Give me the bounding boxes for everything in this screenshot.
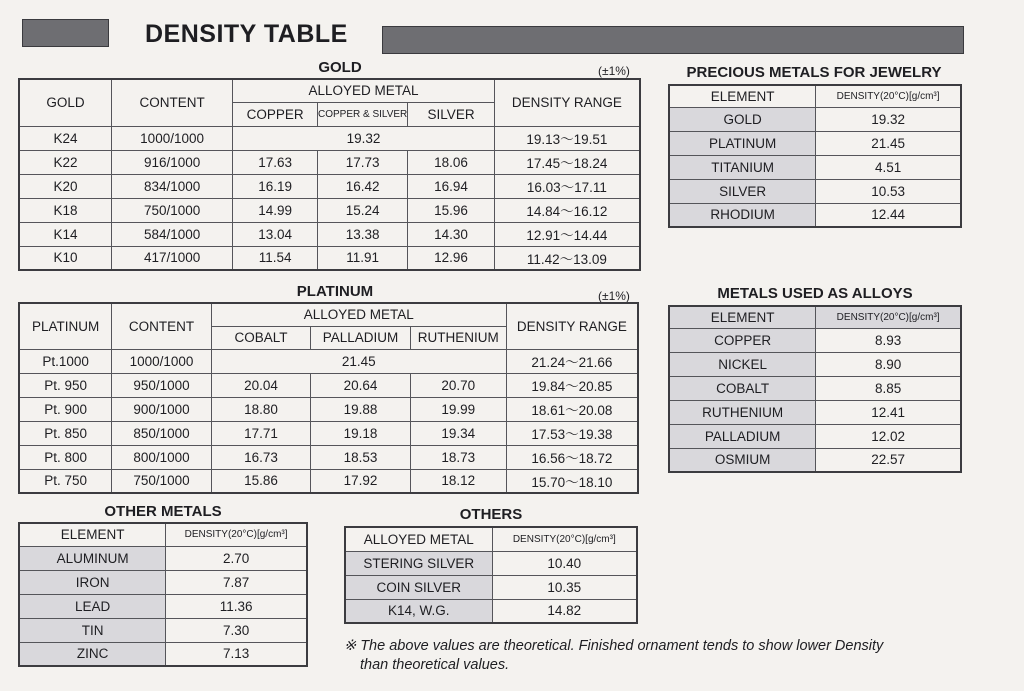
range-cell: 19.84～20.85 (506, 373, 638, 397)
silver-cell: 18.06 (408, 150, 495, 174)
table-row (669, 107, 961, 131)
element-cell: RUTHENIUM (669, 400, 816, 424)
table-row (19, 594, 307, 618)
grade-cell: K14 (19, 222, 111, 246)
precious-title: PRECIOUS METALS FOR JEWELRY (686, 64, 942, 81)
density-cell: 12.41 (816, 400, 961, 424)
element-cell: STERING SILVER (345, 551, 492, 575)
grade-cell: K22 (19, 150, 111, 174)
footnote-mark: ※ (344, 638, 357, 654)
density-cell: 7.13 (166, 642, 307, 666)
grade-cell: K20 (19, 174, 111, 198)
range-cell: 16.03～17.11 (494, 174, 640, 198)
table-row (19, 421, 638, 445)
density-cell: 21.45 (816, 131, 961, 155)
element-cell: TIN (19, 618, 166, 642)
element-cell: K14, W.G. (345, 599, 492, 623)
element-cell: GOLD (669, 107, 816, 131)
title-bar-left (22, 19, 109, 47)
element-cell: IRON (19, 570, 166, 594)
other-metals-density-header: DENSITY(20°C)[g/cm³] (166, 523, 307, 546)
content-cell: 834/1000 (111, 174, 232, 198)
element-cell: ZINC (19, 642, 166, 666)
platinum-tolerance: (±1%) (598, 289, 630, 303)
element-cell: ALUMINUM (19, 546, 166, 570)
ruthenium-cell: 20.70 (410, 373, 506, 397)
content-cell: 1000/1000 (111, 126, 232, 150)
gold-title: GOLD (318, 59, 362, 76)
silver-cell: 14.30 (408, 222, 495, 246)
grade-cell: K18 (19, 198, 111, 222)
range-cell: 15.70～18.10 (506, 469, 638, 493)
precious-table (668, 84, 962, 228)
palladium-cell: 19.18 (311, 421, 411, 445)
density-cell: 2.70 (166, 546, 307, 570)
table-row (669, 352, 961, 376)
content-cell: 750/1000 (111, 198, 232, 222)
grade-cell: K10 (19, 246, 111, 270)
title-bar-right (382, 26, 964, 54)
density-cell: 14.82 (492, 599, 637, 623)
grade-cell: Pt. 800 (19, 445, 112, 469)
range-cell: 14.84～16.12 (494, 198, 640, 222)
merged-density-cell: 21.45 (211, 349, 506, 373)
copper-silver-cell: 13.38 (317, 222, 407, 246)
table-row (669, 179, 961, 203)
gold-content-header: CONTENT (111, 79, 232, 126)
others-alloyed-header: ALLOYED METAL (345, 527, 492, 551)
element-cell: NICKEL (669, 352, 816, 376)
platinum-title: PLATINUM (296, 283, 374, 300)
copper-silver-cell: 16.42 (317, 174, 407, 198)
palladium-cell: 18.53 (311, 445, 411, 469)
table-row (19, 469, 638, 493)
density-cell: 7.30 (166, 618, 307, 642)
density-cell: 11.36 (166, 594, 307, 618)
density-cell: 22.57 (816, 448, 961, 472)
copper-cell: 11.54 (233, 246, 318, 270)
table-row (19, 126, 640, 150)
table-row (19, 642, 307, 666)
cobalt-cell: 17.71 (211, 421, 310, 445)
content-cell: 584/1000 (111, 222, 232, 246)
grade-cell: Pt. 950 (19, 373, 112, 397)
table-row (669, 424, 961, 448)
platinum-ruthenium-header: RUTHENIUM (410, 326, 506, 349)
table-row (669, 328, 961, 352)
density-cell: 10.35 (492, 575, 637, 599)
table-row (19, 174, 640, 198)
others-title: OTHERS (459, 506, 523, 523)
density-cell: 4.51 (816, 155, 961, 179)
cobalt-cell: 16.73 (211, 445, 310, 469)
density-cell: 8.90 (816, 352, 961, 376)
content-cell: 850/1000 (112, 421, 212, 445)
gold-alloyed-header: ALLOYED METAL (233, 79, 495, 102)
table-row (669, 400, 961, 424)
content-cell: 417/1000 (111, 246, 232, 270)
table-row (669, 131, 961, 155)
element-cell: COIN SILVER (345, 575, 492, 599)
copper-silver-cell: 11.91 (317, 246, 407, 270)
content-cell: 750/1000 (112, 469, 212, 493)
grade-cell: Pt. 750 (19, 469, 112, 493)
footnote-line1: The above values are theoretical. Finished ornament tends to show lower Density (360, 638, 884, 654)
table-row (19, 150, 640, 174)
element-cell: PALLADIUM (669, 424, 816, 448)
cobalt-cell: 18.80 (211, 397, 310, 421)
platinum-palladium-header: PALLADIUM (311, 326, 411, 349)
table-row (669, 376, 961, 400)
grade-cell: Pt.1000 (19, 349, 112, 373)
copper-cell: 16.19 (233, 174, 318, 198)
platinum-cobalt-header: COBALT (211, 326, 310, 349)
element-cell: OSMIUM (669, 448, 816, 472)
gold-tolerance: (±1%) (598, 64, 630, 78)
page-title: DENSITY TABLE (145, 20, 348, 48)
others-table (344, 526, 638, 624)
density-cell: 10.40 (492, 551, 637, 575)
alloys-table (668, 305, 962, 473)
range-cell: 21.24～21.66 (506, 349, 638, 373)
gold-copper-header: COPPER (233, 102, 318, 126)
silver-cell: 16.94 (408, 174, 495, 198)
table-row (19, 618, 307, 642)
table-row (19, 222, 640, 246)
silver-cell: 15.96 (408, 198, 495, 222)
alloys-title: METALS USED AS ALLOYS (717, 285, 913, 302)
alloys-element-header: ELEMENT (669, 306, 816, 328)
gold-silver-header: SILVER (408, 102, 495, 126)
range-cell: 19.13～19.51 (494, 126, 640, 150)
grade-cell: Pt. 900 (19, 397, 112, 421)
table-row (19, 445, 638, 469)
table-row (345, 575, 637, 599)
table-row (669, 448, 961, 472)
precious-density-header: DENSITY(20°C)[g/cm³] (816, 85, 961, 107)
content-cell: 900/1000 (112, 397, 212, 421)
platinum-alloyed-header: ALLOYED METAL (211, 303, 506, 326)
copper-silver-cell: 17.73 (317, 150, 407, 174)
density-cell: 12.02 (816, 424, 961, 448)
footnote (344, 637, 984, 675)
table-row (345, 551, 637, 575)
others-density-header: DENSITY(20°C)[g/cm³] (492, 527, 637, 551)
platinum-table (18, 302, 639, 494)
content-cell: 1000/1000 (112, 349, 212, 373)
alloys-density-header: DENSITY(20°C)[g/cm³] (816, 306, 961, 328)
range-cell: 17.53～19.38 (506, 421, 638, 445)
palladium-cell: 20.64 (311, 373, 411, 397)
density-cell: 8.85 (816, 376, 961, 400)
table-row (19, 349, 638, 373)
other-metals-title: OTHER METALS (104, 503, 222, 520)
gold-range-header: DENSITY RANGE (494, 79, 640, 126)
platinum-content-header: CONTENT (112, 303, 212, 349)
copper-silver-cell: 15.24 (317, 198, 407, 222)
platinum-range-header: DENSITY RANGE (506, 303, 638, 349)
other-metals-table (18, 522, 308, 667)
copper-cell: 17.63 (233, 150, 318, 174)
element-cell: COBALT (669, 376, 816, 400)
element-cell: TITANIUM (669, 155, 816, 179)
copper-cell: 14.99 (233, 198, 318, 222)
table-row (19, 546, 307, 570)
table-row (669, 155, 961, 179)
palladium-cell: 17.92 (311, 469, 411, 493)
density-cell: 19.32 (816, 107, 961, 131)
table-row (19, 397, 638, 421)
precious-element-header: ELEMENT (669, 85, 816, 107)
cobalt-cell: 15.86 (211, 469, 310, 493)
ruthenium-cell: 19.34 (410, 421, 506, 445)
density-cell: 8.93 (816, 328, 961, 352)
table-row (19, 246, 640, 270)
ruthenium-cell: 19.99 (410, 397, 506, 421)
range-cell: 18.61～20.08 (506, 397, 638, 421)
platinum-col-header: PLATINUM (19, 303, 112, 349)
copper-cell: 13.04 (233, 222, 318, 246)
merged-density-cell: 19.32 (233, 126, 495, 150)
content-cell: 950/1000 (112, 373, 212, 397)
range-cell: 17.45～18.24 (494, 150, 640, 174)
element-cell: COPPER (669, 328, 816, 352)
silver-cell: 12.96 (408, 246, 495, 270)
cobalt-cell: 20.04 (211, 373, 310, 397)
content-cell: 800/1000 (112, 445, 212, 469)
table-row (19, 198, 640, 222)
table-row (345, 599, 637, 623)
table-row (19, 570, 307, 594)
element-cell: SILVER (669, 179, 816, 203)
element-cell: LEAD (19, 594, 166, 618)
density-cell: 12.44 (816, 203, 961, 227)
range-cell: 12.91～14.44 (494, 222, 640, 246)
gold-copper-silver-header: COPPER & SILVER (317, 102, 407, 126)
content-cell: 916/1000 (111, 150, 232, 174)
gold-col-header: GOLD (19, 79, 111, 126)
table-row (19, 373, 638, 397)
gold-table (18, 78, 641, 271)
ruthenium-cell: 18.73 (410, 445, 506, 469)
grade-cell: Pt. 850 (19, 421, 112, 445)
other-metals-element-header: ELEMENT (19, 523, 166, 546)
table-row (669, 203, 961, 227)
range-cell: 11.42～13.09 (494, 246, 640, 270)
density-cell: 10.53 (816, 179, 961, 203)
ruthenium-cell: 18.12 (410, 469, 506, 493)
element-cell: RHODIUM (669, 203, 816, 227)
density-cell: 7.87 (166, 570, 307, 594)
footnote-line2: than theoretical values. (360, 657, 510, 673)
grade-cell: K24 (19, 126, 111, 150)
element-cell: PLATINUM (669, 131, 816, 155)
range-cell: 16.56～18.72 (506, 445, 638, 469)
palladium-cell: 19.88 (311, 397, 411, 421)
